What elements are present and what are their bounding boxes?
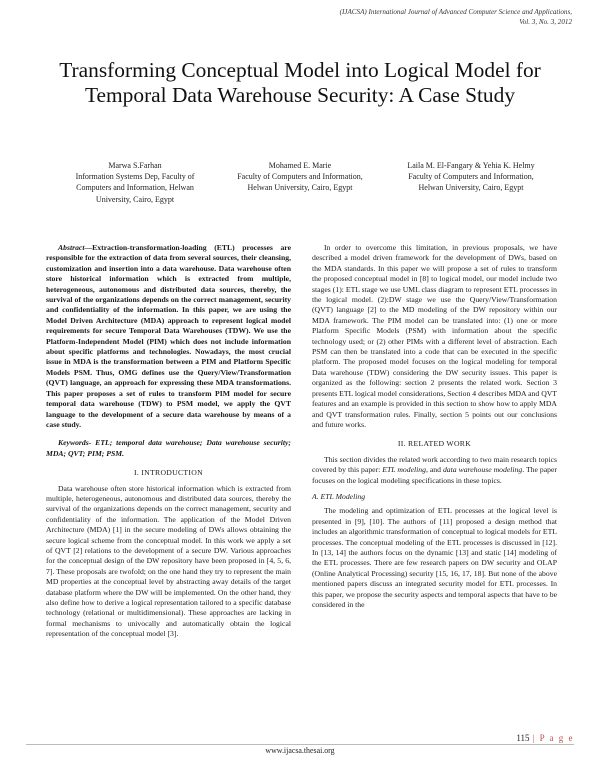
keywords: Keywords- ETL; temporal data warehouse; Data warehouse security; MDA; QVT; PIM; PSM. (46, 438, 291, 458)
author-block-3 (396, 160, 546, 194)
section-heading-related-work: II. RELATED WORK (397, 439, 472, 449)
etl-modeling-paragraph: The modeling and optimization of ETL processes at the logical level is presented in [9], [10]. The authors of [11] proposed a design method that includes an algorithmic transformation of conceptual to logical models for ETL processes. The conceptual modeling of the ETL processes is discussed in [12]. In [13, 14] the authors focus on the dynamic [13] and static [14] modeling of the ETL processes. There are few research papers on DW security and OLAP (Online Analytical Processing) security [15, 16, 17, 18]. But none of the above mentioned papers discuss an integrated security model for ETL processes. In this paper, we propose the security aspects and temporal aspects that have to be considered in the (312, 506, 557, 609)
introduction-paragraph: Data warehouse often store historical information which is extracted from multiple, heterogeneous, autonomous and distributed data sources, thereby the survival of the organizations depends on the correct management, security and confidentiality of the information. The application of the Model Driven Architecture (MDA) [1] in the secure modeling of DWs allows obtaining the secure logical scheme from the conceptual model. In this work we apply a set of QVT [2] relations to the development of a secure DW. Various approaches for the conceptual design of the DW repository have been proposed in [4, 5, 6, 7]. These proposals are twofold; on the one hand they try to represent the main MD properties at the conceptual level by abstracting away details of the target database platform where the DW will be implemented. On the other hand, they also define how to derive a logical representation tailored to a specific database technology (relational or multidimensional). These approaches are lacking in formal mechanisms to univocally and automatically obtain the logical representation of the conceptual model [3]. (46, 483, 291, 639)
subsection-heading-etl-modeling: A. ETL Modeling (312, 491, 366, 501)
journal-name: (IJACSA) International Journal of Advanced Computer Science and Applications, (339, 8, 572, 16)
journal-volume: Vol. 3, No. 3, 2012 (519, 17, 572, 26)
topic-dw-modeling: data warehouse modeling (442, 465, 523, 475)
page-label: | P a g e (532, 733, 574, 743)
author-block-1 (60, 160, 210, 205)
author-affiliation: Faculty of Computers and Information, Helwan University, Cairo, Egypt (237, 172, 363, 193)
overview-paragraph: In order to overcome this limitation, in previous proposals, we have described a model driven framework for the development of DWs, based on the MDA standards. In this paper we will propose a set of rules to transform the proposed conceptual model in [8] to logical model, our model include two stages (1): ETL stage we use UML class diagram to represent ETL processes in the logical model. (2):DW stage we use the Query/View/Transformation (QVT) language [2] to the MD modeling of the DW repository within our MDA framework. The PIM model can be translated into: (1) one or more Platform Specific Models (PSM) with information about the specific technology used; or (2) other PIMs with a different level of abstraction. Each PSM can then be translated into a code that can be executed in the specific platform. The proposed model focuses on the logical modeling for temporal Data warehouse (TDW) considering the DW security issues. This paper is organized as the following: section 2 presents the related work. Section 3 presents ETL logical model considerations, Section 4 describes MDA and QVT features and an example is provided in this section to show how to apply MDA and QVT transformation rules. Finally, section 5 points out our conclusions and future works. (312, 243, 557, 429)
paper-title: Transforming Conceptual Model into Logical Model for Temporal Data Warehouse Security: A Case Study (59, 58, 541, 107)
author-name: Laila M. El-Fangary & Yehia K. Helmy (407, 161, 535, 170)
topic-etl-modeling: ETL modeling (382, 465, 426, 475)
right-column (312, 243, 557, 610)
author-name: Mohamed E. Marie (268, 161, 332, 170)
related-work-intro: This section divides the related work according to two main research topics covered by this paper: ETL modeling, and data warehouse modeling. The paper focuses on the logical modeling specifications in these topics. (312, 454, 557, 485)
author-affiliation: Faculty of Computers and Information, Helwan University, Cairo, Egypt (408, 172, 534, 193)
abstract-text: —Extraction-transformation-loading (ETL) processes are responsible for the extraction of data from several sources, their cleansing, customization and insertion into a data warehouse. Data warehouse often store historical information which is extracted from multiple, heterogeneous, autonomous and distributed data sources, thereby, the survival of the organizations depends on the correct management, security and confidentiality of the information. In this paper, we are using the Model Driven Architecture (MDA) approach to represent logical model requirements for secure Temporal Data Warehouses (TDW). We use the Platform-Independent Model (PIM) which does not include information about specific platforms and technologies. Nowadays, the most crucial issue in MDA is the transformation between a PIM and Platform Specific Models PSM. Thus, OMG defines use the Query/View/Transformation (QVT) language, an approach for expressing these MDA transformations. This paper proposes a set of rules to transform PIM model for secure temporal data warehouse (TDW) to PSM model, we apply the QVT language to the development of a secure data warehouse by means of a case study. (46, 243, 291, 429)
abstract-label: Abstract (58, 243, 85, 252)
page-number (516, 733, 574, 743)
section-heading-introduction: I. INTRODUCTION (134, 468, 203, 478)
footer-url: www.ijacsa.thesai.org (265, 746, 335, 755)
abstract (46, 243, 291, 430)
left-column (46, 243, 291, 640)
author-affiliation: Information Systems Dep, Faculty of Computers and Information, Helwan University, Cairo, Egypt (75, 172, 195, 204)
footer-divider (26, 744, 574, 745)
journal-header (172, 8, 572, 27)
page-number-value: 115 (516, 733, 530, 743)
author-block-2 (225, 160, 375, 194)
author-name: Marwa S.Farhan (108, 161, 162, 170)
